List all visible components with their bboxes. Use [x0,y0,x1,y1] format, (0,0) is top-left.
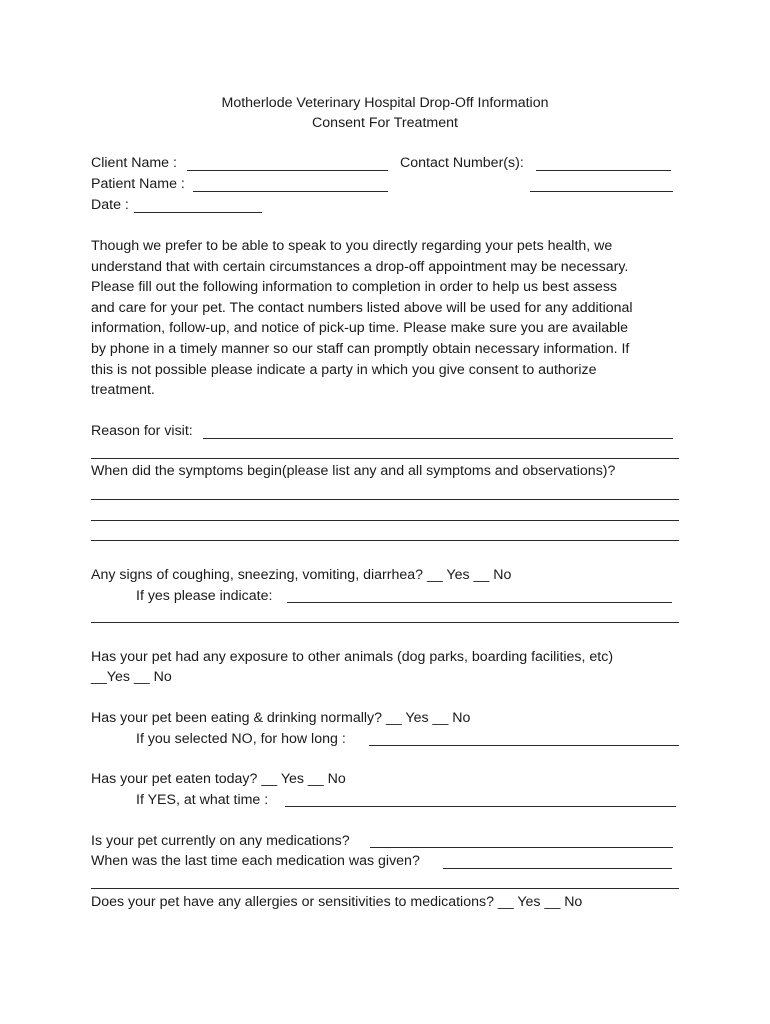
eaten-time-label: If YES, at what time : [136,792,269,808]
symptoms-field-1[interactable] [91,499,679,500]
intro-line: Though we prefer to be able to speak to you directly regarding your pets health, we [91,238,613,254]
signs-indicate-field[interactable] [287,602,672,603]
intro-line: information, follow-up, and notice of pick-up time. Please make sure you are available [91,320,629,337]
intro-line: by phone in a timely manner so our staff can promptly obtain necessary information. If [91,340,630,357]
contact-number-field-2[interactable] [530,191,673,192]
exposure-options: __Yes __ No [91,669,172,685]
eating-how-long-field[interactable] [369,745,679,746]
form-title: Motherlode Veterinary Hospital Drop-Off Information [221,95,549,111]
medications-field[interactable] [370,847,673,848]
symptoms-field-3[interactable] [91,540,679,541]
eaten-time-field[interactable] [285,806,676,807]
intro-line: and care for your pet. The contact numbers listed above will be used for any additional [91,299,633,316]
form-subtitle: Consent For Treatment [312,115,458,131]
contact-numbers-label: Contact Number(s): [400,155,524,171]
eaten-today-question: Has your pet eaten today? __ Yes __ No [91,771,346,787]
exposure-question: Has your pet had any exposure to other animals (dog parks, boarding facilities, etc) [91,649,614,665]
contact-number-field-1[interactable] [536,170,671,171]
signs-indicate-field-2[interactable] [91,622,679,623]
medication-last-given-field[interactable] [443,868,672,869]
intro-paragraph [91,236,681,401]
patient-name-field[interactable] [193,191,388,192]
medications-question: Is your pet currently on any medications? [91,833,350,849]
symptoms-field-2[interactable] [91,520,679,521]
reason-for-visit-field-2[interactable] [91,458,679,459]
reason-for-visit-field[interactable] [203,438,673,439]
client-name-field[interactable] [187,170,388,171]
patient-name-label: Patient Name : [91,176,185,192]
symptoms-begin-label: When did the symptoms begin(please list any and all symptoms and observations)? [91,463,616,479]
reason-for-visit-label: Reason for visit: [91,423,193,439]
allergies-question: Does your pet have any allergies or sensitivities to medications? __ Yes __ No [91,894,583,910]
eating-question: Has your pet been eating & drinking normally? __ Yes __ No [91,710,471,726]
medication-last-given-question: When was the last time each medication was given? [91,853,420,869]
intro-line: treatment. [91,382,155,399]
medication-last-given-field-2[interactable] [91,888,679,889]
client-name-label: Client Name : [91,155,177,171]
signs-question: Any signs of coughing, sneezing, vomiting, diarrhea? __ Yes __ No [91,567,512,583]
date-label: Date : [91,197,129,213]
date-field[interactable] [134,212,262,213]
intro-line: understand that with certain circumstances a drop-off appointment may be necessary. [91,258,629,275]
intro-line: this is not possible please indicate a party in which you give consent to authorize [91,361,597,378]
signs-indicate-label: If yes please indicate: [136,588,273,604]
eating-how-long-label: If you selected NO, for how long : [136,731,346,747]
intro-line: Please fill out the following information to completion in order to help us best assess [91,279,618,296]
